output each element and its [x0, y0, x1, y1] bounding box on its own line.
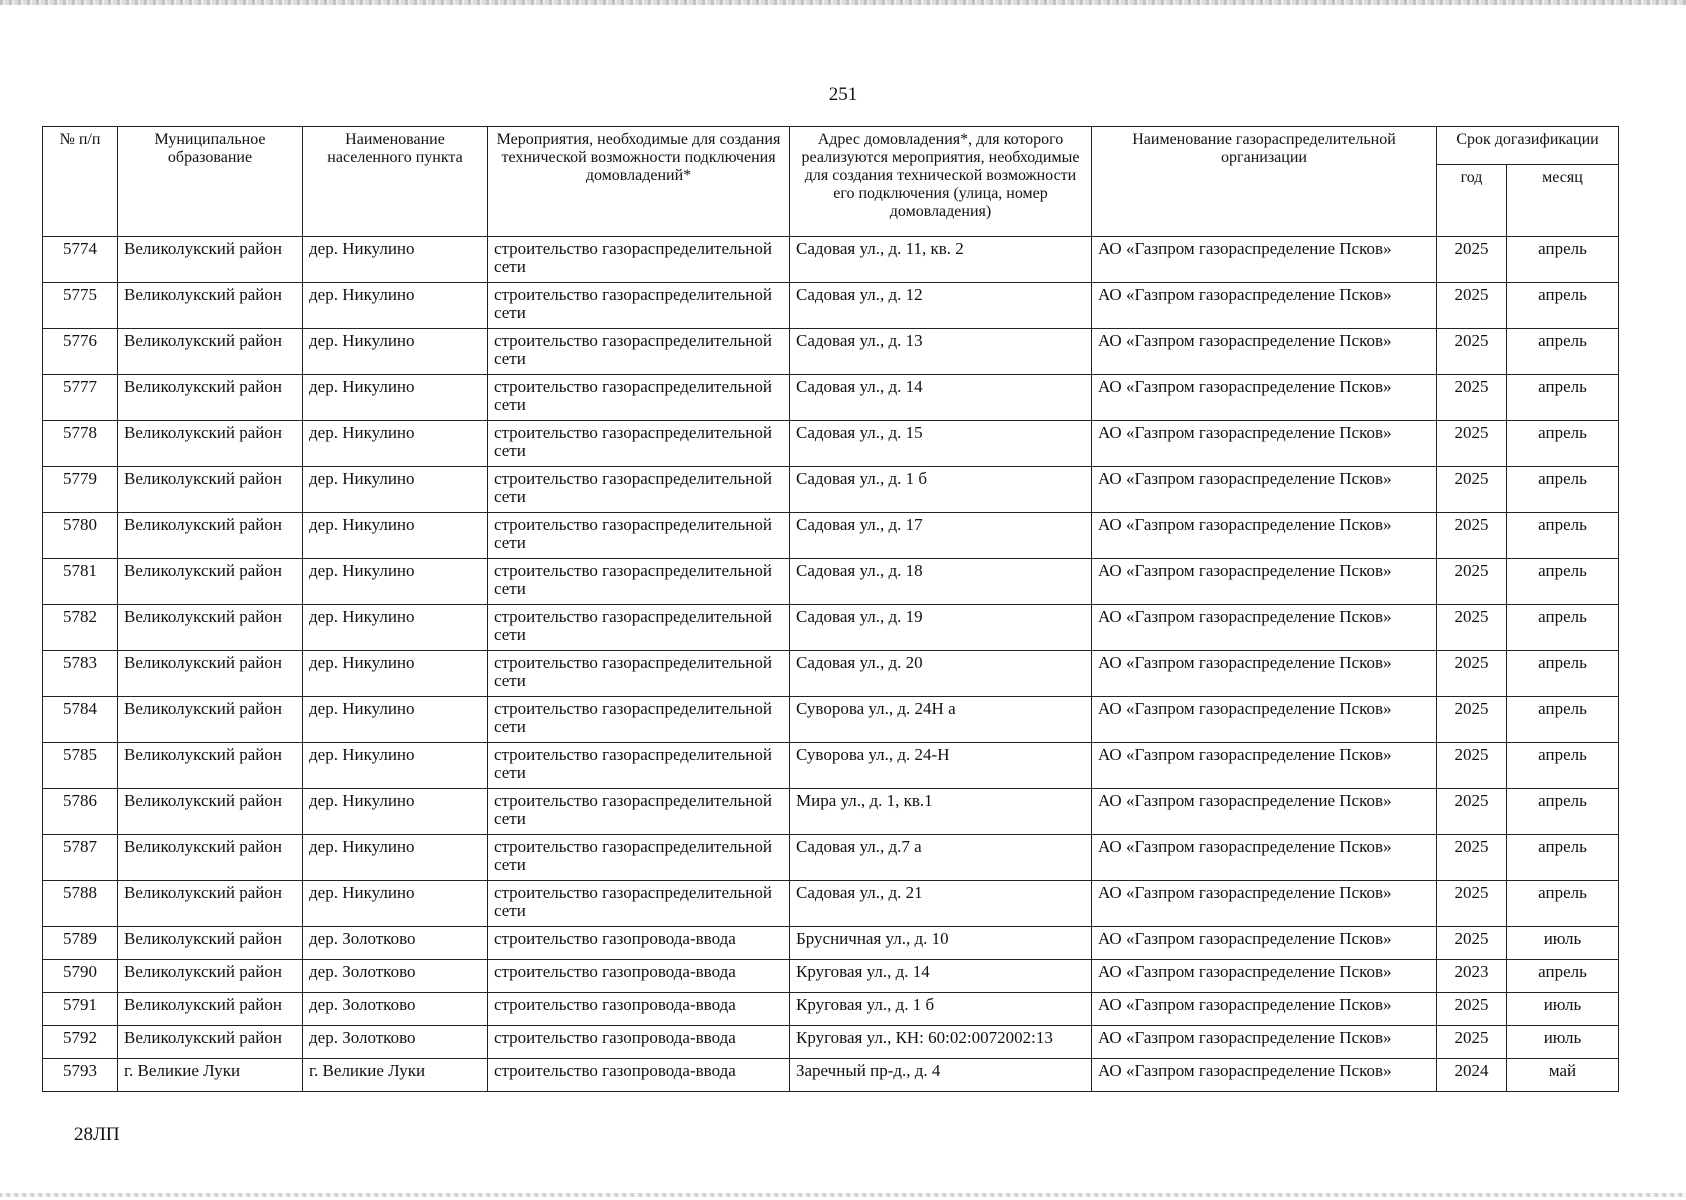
cell-measure: строительство газораспределительной сети [488, 513, 790, 559]
cell-address: Садовая ул., д. 19 [790, 605, 1092, 651]
cell-measure: строительство газораспределительной сети [488, 697, 790, 743]
cell-address: Садовая ул., д. 11, кв. 2 [790, 237, 1092, 283]
cell-month: апрель [1507, 513, 1619, 559]
cell-settlement: дер. Никулино [303, 513, 488, 559]
cell-num: 5789 [43, 927, 118, 960]
cell-address: Суворова ул., д. 24Н а [790, 697, 1092, 743]
table-row [43, 605, 1619, 651]
cell-month: апрель [1507, 559, 1619, 605]
cell-month: апрель [1507, 329, 1619, 375]
table-row [43, 651, 1619, 697]
cell-measure: строительство газопровода-ввода [488, 993, 790, 1026]
cell-address: Садовая ул., д. 17 [790, 513, 1092, 559]
cell-num: 5774 [43, 237, 118, 283]
cell-month: июль [1507, 927, 1619, 960]
cell-num: 5790 [43, 960, 118, 993]
cell-num: 5788 [43, 881, 118, 927]
cell-month: май [1507, 1059, 1619, 1092]
cell-measure: строительство газораспределительной сети [488, 789, 790, 835]
cell-settlement: дер. Золотково [303, 1026, 488, 1059]
header-address: Адрес домовладения*, для которого реализуются мероприятия, необходимые для создания технической возможности его подключения (улица, номер домовладения) [790, 127, 1092, 237]
page-number: 251 [828, 84, 858, 105]
cell-month: апрель [1507, 237, 1619, 283]
cell-month: апрель [1507, 467, 1619, 513]
cell-address: Заречный пр-д., д. 4 [790, 1059, 1092, 1092]
cell-organization: АО «Газпром газораспределение Псков» [1092, 743, 1437, 789]
cell-year: 2025 [1437, 559, 1507, 605]
cell-address: Мира ул., д. 1, кв.1 [790, 789, 1092, 835]
cell-organization: АО «Газпром газораспределение Псков» [1092, 237, 1437, 283]
cell-municipality: Великолукский район [118, 467, 303, 513]
cell-settlement: дер. Никулино [303, 283, 488, 329]
cell-num: 5778 [43, 421, 118, 467]
cell-municipality: г. Великие Луки [118, 1059, 303, 1092]
cell-num: 5792 [43, 1026, 118, 1059]
table-row [43, 697, 1619, 743]
table-row [43, 1059, 1619, 1092]
cell-organization: АО «Газпром газораспределение Псков» [1092, 993, 1437, 1026]
cell-year: 2025 [1437, 421, 1507, 467]
cell-municipality: Великолукский район [118, 1026, 303, 1059]
cell-num: 5780 [43, 513, 118, 559]
table-body [43, 237, 1619, 1092]
cell-organization: АО «Газпром газораспределение Псков» [1092, 960, 1437, 993]
cell-measure: строительство газораспределительной сети [488, 467, 790, 513]
cell-municipality: Великолукский район [118, 605, 303, 651]
cell-municipality: Великолукский район [118, 559, 303, 605]
table-row [43, 329, 1619, 375]
cell-month: апрель [1507, 960, 1619, 993]
cell-measure: строительство газораспределительной сети [488, 237, 790, 283]
cell-settlement: дер. Никулино [303, 697, 488, 743]
cell-municipality: Великолукский район [118, 513, 303, 559]
table-row [43, 743, 1619, 789]
cell-organization: АО «Газпром газораспределение Псков» [1092, 283, 1437, 329]
cell-address: Садовая ул., д. 13 [790, 329, 1092, 375]
cell-address: Садовая ул., д.7 а [790, 835, 1092, 881]
cell-municipality: Великолукский район [118, 789, 303, 835]
header-num: № п/п [43, 127, 118, 237]
cell-address: Садовая ул., д. 20 [790, 651, 1092, 697]
cell-address: Садовая ул., д. 15 [790, 421, 1092, 467]
cell-municipality: Великолукский район [118, 743, 303, 789]
table-row [43, 513, 1619, 559]
footer-code: 28ЛП [74, 1124, 120, 1145]
cell-settlement: г. Великие Луки [303, 1059, 488, 1092]
cell-month: апрель [1507, 789, 1619, 835]
cell-address: Суворова ул., д. 24-Н [790, 743, 1092, 789]
cell-measure: строительство газораспределительной сети [488, 559, 790, 605]
cell-month: апрель [1507, 421, 1619, 467]
cell-measure: строительство газораспределительной сети [488, 881, 790, 927]
table-row [43, 467, 1619, 513]
cell-organization: АО «Газпром газораспределение Псков» [1092, 651, 1437, 697]
table-row [43, 237, 1619, 283]
cell-num: 5787 [43, 835, 118, 881]
table-row [43, 927, 1619, 960]
cell-address: Круговая ул., д. 14 [790, 960, 1092, 993]
cell-year: 2025 [1437, 835, 1507, 881]
cell-address: Брусничная ул., д. 10 [790, 927, 1092, 960]
table-row [43, 283, 1619, 329]
cell-address: Садовая ул., д. 14 [790, 375, 1092, 421]
cell-month: апрель [1507, 881, 1619, 927]
header-measures: Мероприятия, необходимые для создания технической возможности подключения домовладений* [488, 127, 790, 237]
cell-address: Садовая ул., д. 12 [790, 283, 1092, 329]
cell-measure: строительство газораспределительной сети [488, 329, 790, 375]
cell-month: апрель [1507, 605, 1619, 651]
cell-settlement: дер. Никулино [303, 467, 488, 513]
cell-settlement: дер. Никулино [303, 329, 488, 375]
cell-municipality: Великолукский район [118, 881, 303, 927]
cell-organization: АО «Газпром газораспределение Псков» [1092, 927, 1437, 960]
cell-year: 2025 [1437, 513, 1507, 559]
cell-settlement: дер. Никулино [303, 375, 488, 421]
table-row [43, 375, 1619, 421]
cell-year: 2023 [1437, 960, 1507, 993]
cell-municipality: Великолукский район [118, 329, 303, 375]
table-row [43, 835, 1619, 881]
cell-year: 2025 [1437, 375, 1507, 421]
cell-year: 2025 [1437, 605, 1507, 651]
cell-year: 2025 [1437, 329, 1507, 375]
cell-month: июль [1507, 1026, 1619, 1059]
cell-measure: строительство газораспределительной сети [488, 743, 790, 789]
table-row [43, 881, 1619, 927]
cell-organization: АО «Газпром газораспределение Псков» [1092, 835, 1437, 881]
cell-year: 2025 [1437, 467, 1507, 513]
cell-year: 2025 [1437, 993, 1507, 1026]
cell-month: апрель [1507, 697, 1619, 743]
cell-measure: строительство газораспределительной сети [488, 283, 790, 329]
cell-address: Садовая ул., д. 21 [790, 881, 1092, 927]
cell-settlement: дер. Никулино [303, 559, 488, 605]
cell-settlement: дер. Золотково [303, 993, 488, 1026]
cell-year: 2025 [1437, 789, 1507, 835]
cell-organization: АО «Газпром газораспределение Псков» [1092, 559, 1437, 605]
cell-month: апрель [1507, 651, 1619, 697]
cell-municipality: Великолукский район [118, 375, 303, 421]
cell-settlement: дер. Никулино [303, 237, 488, 283]
cell-municipality: Великолукский район [118, 283, 303, 329]
cell-settlement: дер. Никулино [303, 421, 488, 467]
cell-settlement: дер. Золотково [303, 960, 488, 993]
cell-num: 5786 [43, 789, 118, 835]
header-term: Срок догазификации [1437, 127, 1619, 165]
cell-address: Круговая ул., КН: 60:02:0072002:13 [790, 1026, 1092, 1059]
header-month: месяц [1507, 165, 1619, 237]
cell-num: 5783 [43, 651, 118, 697]
cell-month: апрель [1507, 743, 1619, 789]
cell-num: 5793 [43, 1059, 118, 1092]
cell-num: 5782 [43, 605, 118, 651]
cell-settlement: дер. Никулино [303, 743, 488, 789]
table-row [43, 993, 1619, 1026]
cell-num: 5779 [43, 467, 118, 513]
table-row [43, 559, 1619, 605]
table-row [43, 789, 1619, 835]
cell-organization: АО «Газпром газораспределение Псков» [1092, 513, 1437, 559]
cell-year: 2025 [1437, 1026, 1507, 1059]
cell-settlement: дер. Никулино [303, 835, 488, 881]
cell-municipality: Великолукский район [118, 421, 303, 467]
cell-organization: АО «Газпром газораспределение Псков» [1092, 605, 1437, 651]
cell-measure: строительство газопровода-ввода [488, 1026, 790, 1059]
cell-municipality: Великолукский район [118, 697, 303, 743]
cell-organization: АО «Газпром газораспределение Псков» [1092, 329, 1437, 375]
cell-organization: АО «Газпром газораспределение Псков» [1092, 1059, 1437, 1092]
cell-num: 5784 [43, 697, 118, 743]
cell-year: 2025 [1437, 743, 1507, 789]
cell-settlement: дер. Золотково [303, 927, 488, 960]
cell-year: 2025 [1437, 697, 1507, 743]
cell-municipality: Великолукский район [118, 835, 303, 881]
cell-settlement: дер. Никулино [303, 605, 488, 651]
cell-address: Круговая ул., д. 1 б [790, 993, 1092, 1026]
cell-organization: АО «Газпром газораспределение Псков» [1092, 421, 1437, 467]
cell-year: 2025 [1437, 927, 1507, 960]
cell-measure: строительство газораспределительной сети [488, 835, 790, 881]
cell-month: апрель [1507, 283, 1619, 329]
cell-num: 5777 [43, 375, 118, 421]
cell-measure: строительство газораспределительной сети [488, 375, 790, 421]
table-row [43, 1026, 1619, 1059]
cell-measure: строительство газопровода-ввода [488, 1059, 790, 1092]
cell-measure: строительство газораспределительной сети [488, 651, 790, 697]
cell-month: апрель [1507, 375, 1619, 421]
cell-year: 2025 [1437, 237, 1507, 283]
cell-organization: АО «Газпром газораспределение Псков» [1092, 789, 1437, 835]
cell-year: 2024 [1437, 1059, 1507, 1092]
header-settlement: Наименование населенного пункта [303, 127, 488, 237]
table-row [43, 960, 1619, 993]
cell-measure: строительство газопровода-ввода [488, 960, 790, 993]
cell-settlement: дер. Никулино [303, 651, 488, 697]
cell-settlement: дер. Никулино [303, 881, 488, 927]
table-row [43, 421, 1619, 467]
cell-measure: строительство газораспределительной сети [488, 421, 790, 467]
cell-organization: АО «Газпром газораспределение Псков» [1092, 881, 1437, 927]
gasification-table [42, 126, 1619, 1092]
cell-measure: строительство газопровода-ввода [488, 927, 790, 960]
cell-year: 2025 [1437, 881, 1507, 927]
cell-month: апрель [1507, 835, 1619, 881]
cell-month: июль [1507, 993, 1619, 1026]
header-organization: Наименование газораспределительной организации [1092, 127, 1437, 237]
cell-num: 5775 [43, 283, 118, 329]
cell-num: 5776 [43, 329, 118, 375]
cell-organization: АО «Газпром газораспределение Псков» [1092, 467, 1437, 513]
cell-organization: АО «Газпром газораспределение Псков» [1092, 697, 1437, 743]
cell-num: 5785 [43, 743, 118, 789]
cell-address: Садовая ул., д. 1 б [790, 467, 1092, 513]
cell-num: 5791 [43, 993, 118, 1026]
header-municipality: Муниципальное образование [118, 127, 303, 237]
cell-num: 5781 [43, 559, 118, 605]
cell-year: 2025 [1437, 651, 1507, 697]
scan-edge-top [0, 0, 1686, 5]
cell-municipality: Великолукский район [118, 993, 303, 1026]
cell-year: 2025 [1437, 283, 1507, 329]
cell-municipality: Великолукский район [118, 960, 303, 993]
cell-measure: строительство газораспределительной сети [488, 605, 790, 651]
cell-organization: АО «Газпром газораспределение Псков» [1092, 1026, 1437, 1059]
cell-municipality: Великолукский район [118, 927, 303, 960]
scan-edge-bottom [0, 1193, 1686, 1197]
cell-address: Садовая ул., д. 18 [790, 559, 1092, 605]
cell-settlement: дер. Никулино [303, 789, 488, 835]
cell-municipality: Великолукский район [118, 237, 303, 283]
cell-municipality: Великолукский район [118, 651, 303, 697]
cell-organization: АО «Газпром газораспределение Псков» [1092, 375, 1437, 421]
header-year: год [1437, 165, 1507, 237]
